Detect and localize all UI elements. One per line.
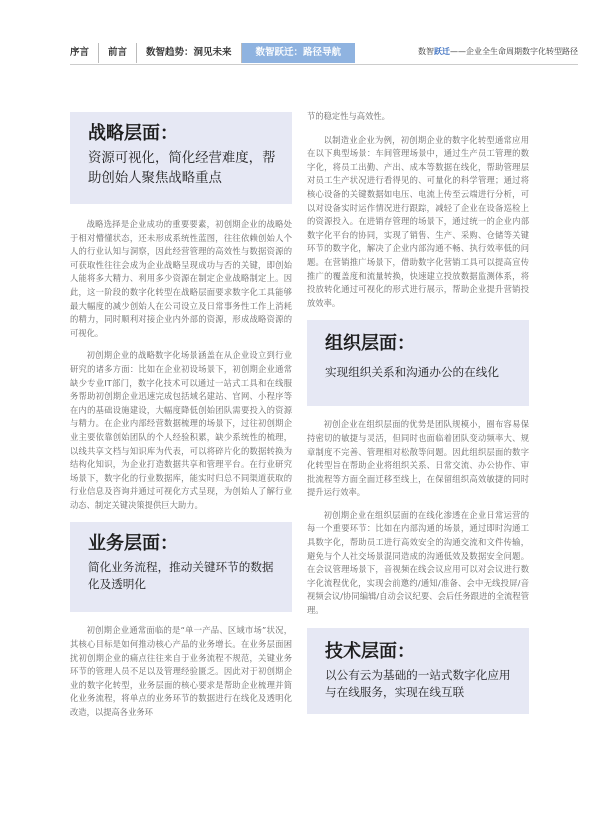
running-title [418, 46, 578, 57]
nav-path-navigation[interactable]: 数智跃迁：路径导航 [242, 43, 356, 63]
business-paragraph-1: 初创期企业通常面临的是“单一产品、区域市场”状况，其核心目标是如何推动核心产品的业务增长。在业务层面困扰初创期企业的痛点往往来自于业务流程不规范，关键业务环节的管理人员不足以及管理经验匮乏。因此对于初创期企业的数字化转型，业务层面的核心要求是帮助企业梳理并简化业务流程，将单点的业务环节的数据进行在线化及透明化改造，以提高各业务环 [70, 625, 292, 718]
technology-subtitle: 以公有云为基础的一站式数字化应用与在线服务，实现在线互联 [325, 667, 511, 699]
organization-paragraph-1: 初创企业在组织层面的优势是团队规模小，圈布容易保持密切的敏捷与灵活，但同时也面临着团队变动频率大、规章制度不完善、管理相对松散等问题。因此组织层面的数字化转型旨在帮助企业将组织关系、日常交流、办公协作、审批流程等方面全面迁移至线上，在保留组织高效敏捷的同时提升运行效率。 [307, 419, 529, 498]
strategy-paragraph-1: 战略选择是企业成功的重要要素，初创期企业的战略处于相对懵懂状态，还未形成系统性蓝图，往往依赖创始人个人的行业认知与洞察，因此经营管理的高效性与数据资源的可获取性往往会成为企业战略呈现成功与否的关键，即创始人能将多大精力、利用多少资源在制定企业战略制定上。因此，这一阶段的数字化转型在战略层面要求数字化工具能够最大幅度的减少创始人在公司设立及日常事务性工作上消耗的精力，同时顺利对接企业内外部的资源，形成战略资源的可视化。 [70, 219, 292, 338]
business-subtitle: 简化业务流程，推动关键环节的数据化及透明化 [88, 560, 274, 592]
business-title: 业务层面： [88, 533, 178, 555]
running-title-highlight: 跃迁 [434, 47, 450, 56]
nav-foreword[interactable]: 前言 [99, 43, 137, 63]
technology-section-box [307, 628, 529, 714]
strategy-section-box [70, 112, 292, 204]
business-paragraph-2: 以制造业企业为例，初创期企业的数字化转型通常应用在以下典型场景：车间管理场景中，通过生产员工管理的数字化，将员工出勤、产出、成本等数据在线化，帮助管理层对员工生产状况进行看得见的、可量化的科学管理；通过将核心设备的关键数据如电压、电流上传至云端进行分析，可以对设备实时运作情况进行跟踪，减轻了企业在设备巡检上的资源投入。在进销存管理的场景下，通过统一的企业内部数字化平台的协同，实现了销售、生产、采购、仓储等关键环节的数字化，解决了企业内部沟通不畅、执行效率低的问题。在营销推广场景下，借助数字化营销工具可以提高宣传推广的覆盖度和流量转换，快速建立投放数据监测体系，将投放转化通过可视化的形式进行展示，帮助企业提升营销投放效率。 [307, 134, 529, 308]
strategy-subtitle: 资源可视化，简化经营难度，帮助创始人聚焦战略重点 [88, 151, 276, 186]
running-title-suffix: ——企业全生命周期数字化转型路径 [450, 47, 578, 56]
organization-subtitle: 实现组织关系和沟通办公的在线化 [325, 365, 499, 380]
nav-trends[interactable]: 数智趋势：洞见未来 [137, 43, 242, 63]
header-divider [70, 64, 578, 65]
technology-title: 技术层面： [325, 640, 415, 662]
organization-paragraph-2: 初创期企业在组织层面的在线化渗透在企业日常运营的每一个重要环节：比如在内部沟通的场景，通过即时沟通工具数字化，帮助员工进行高效安全的沟通交流和文件传输，避免与个人社交场景混同造成的沟通低效及数据安全问题。在会议管理场景下，音视频在线会议应用可以对会议进行数字化流程优化，实现会前邀约/通知/准备、会中无线投屏/音视频会议/协同编辑/自动会议纪要、会后任务跟进的全流程管理。 [307, 509, 529, 616]
business-section-box [70, 522, 292, 612]
running-title-prefix: 数智 [418, 47, 434, 56]
organization-section-box [307, 320, 529, 406]
business-paragraph-continued: 节的稳定性与高效性。 [307, 111, 390, 121]
left-column [70, 112, 292, 720]
chapter-nav [70, 43, 355, 63]
page-header [0, 0, 600, 68]
right-column [307, 110, 529, 714]
strategy-paragraph-2: 初创期企业的战略数字化场景涵盖在从企业设立到行业研究的诸多方面：比如在企业初设场景下，初创期企业通常缺少专业IT部门，数字化技术可以通过一站式工具和在线服务帮助初创期企业迅速完成包括域名建站、官网、小程序等在内的基础设施建设，大幅度降低创始团队需要投入的资源与精力。在企业内部经营数据梳理的场景下，过往初创期企业主要依靠创始团队的个人经验积累，缺少系统性的梳理，以线共享文档与知识库为代表，可以将碎片化的数据转换为结构化知识，为企业打造数据共享和管理平台。在行业研究场景下，数字化的行业数据库，能实时归总不同渠道获取的行业信息及咨询并通过可视化方式呈现，为创始人了解行业动态、制定关键决策提供巨大助力。 [70, 350, 292, 510]
strategy-title: 战略层面： [88, 123, 178, 144]
nav-preface[interactable]: 序言 [70, 43, 99, 63]
organization-title: 组织层面： [325, 333, 415, 355]
